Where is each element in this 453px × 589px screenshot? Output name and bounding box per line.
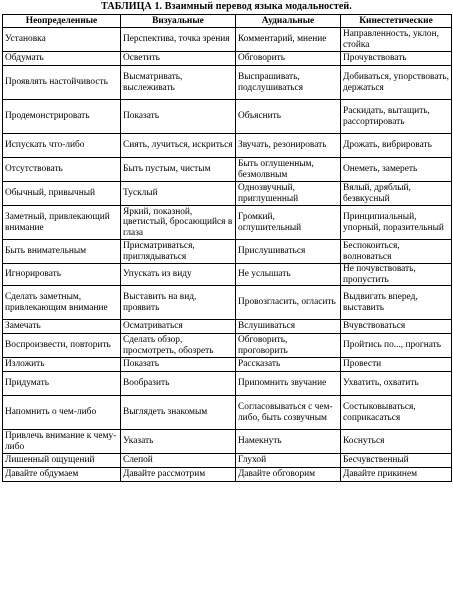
- table-cell: Обдумать: [3, 52, 121, 66]
- table-cell: Осматриваться: [121, 320, 236, 334]
- table-cell: Выдвигать вперед, выставить: [341, 286, 452, 320]
- table-cell: Добиваться, упорствовать, держаться: [341, 66, 452, 100]
- table-cell: Вообразить: [121, 372, 236, 396]
- table-row: [3, 206, 452, 240]
- table-cell: Указать: [121, 430, 236, 454]
- table-row: [3, 240, 452, 264]
- table-cell: Присматриваться, приглядываться: [121, 240, 236, 264]
- table-row: [3, 158, 452, 182]
- header-cell: Визуальные: [121, 15, 236, 28]
- table-cell: Согласовываться с чем-либо, быть созвучным: [236, 396, 341, 430]
- table-cell: Не почувствовать, пропустить: [341, 264, 452, 286]
- table-cell: Лишенный ощущений: [3, 454, 121, 468]
- table-row: [3, 430, 452, 454]
- table-cell: Вялый, дряблый, безвкусный: [341, 182, 452, 206]
- table-cell: Комментарий, мнение: [236, 28, 341, 52]
- table-cell: Отсутствовать: [3, 158, 121, 182]
- table-row: [3, 100, 452, 134]
- header-row: [3, 15, 452, 28]
- header-cell: Кинестетические: [341, 15, 452, 28]
- table-row: [3, 334, 452, 358]
- table-cell: Прислушиваться: [236, 240, 341, 264]
- table-row: [3, 320, 452, 334]
- table-cell: Придумать: [3, 372, 121, 396]
- table-cell: Замечать: [3, 320, 121, 334]
- header-cell: Аудиальные: [236, 15, 341, 28]
- table-cell: Игнорировать: [3, 264, 121, 286]
- table-cell: Установка: [3, 28, 121, 52]
- table-row: [3, 454, 452, 468]
- table-cell: Провести: [341, 358, 452, 372]
- table-cell: Рассказать: [236, 358, 341, 372]
- table-cell: Громкий, оглушительный: [236, 206, 341, 240]
- table-cell: Принципиальный, упорный, поразительный: [341, 206, 452, 240]
- table-row: [3, 134, 452, 158]
- table-cell: Коснуться: [341, 430, 452, 454]
- table-cell: Намекнуть: [236, 430, 341, 454]
- table-row: [3, 66, 452, 100]
- table-cell: Звучать, резонировать: [236, 134, 341, 158]
- table-cell: Высматривать, выслеживать: [121, 66, 236, 100]
- table-cell: Яркий, показной, цветистый, бросающийся в глаза: [121, 206, 236, 240]
- table-cell: Направленность, уклон, стойка: [341, 28, 452, 52]
- table-cell: Привлечь внимание к чему-либо: [3, 430, 121, 454]
- table-cell: Тусклый: [121, 182, 236, 206]
- table-row: [3, 286, 452, 320]
- table-cell: Бесчувственный: [341, 454, 452, 468]
- table-row: [3, 264, 452, 286]
- table-cell: Вчувствоваться: [341, 320, 452, 334]
- table-cell: Дрожать, вибрировать: [341, 134, 452, 158]
- table-cell: Испускать что-либо: [3, 134, 121, 158]
- table-cell: Сделать обзор, просмотреть, обозреть: [121, 334, 236, 358]
- modality-table: [2, 14, 452, 482]
- table-cell: Осветить: [121, 52, 236, 66]
- table-title: ТАБЛИЦА 1. Взаимный перевод языка модальностей.: [101, 1, 352, 12]
- table-row: [3, 372, 452, 396]
- table-cell: Однозвучный, приглушенный: [236, 182, 341, 206]
- table-cell: Слепой: [121, 454, 236, 468]
- table-cell: Вслушиваться: [236, 320, 341, 334]
- table-row: [3, 468, 452, 482]
- table-cell: Быть внимательным: [3, 240, 121, 264]
- table-cell: Быть пустым, чистым: [121, 158, 236, 182]
- table-row: [3, 28, 452, 52]
- table-row: [3, 358, 452, 372]
- table-cell: Беспокоиться, волноваться: [341, 240, 452, 264]
- table-cell: Выставить на вид, проявить: [121, 286, 236, 320]
- table-cell: Давайте обговорим: [236, 468, 341, 482]
- table-cell: Давайте прикинем: [341, 468, 452, 482]
- table-row: [3, 52, 452, 66]
- table-cell: Не услышать: [236, 264, 341, 286]
- table-cell: Показать: [121, 358, 236, 372]
- table-cell: Воспроизвести, повторить: [3, 334, 121, 358]
- table-cell: Упускать из виду: [121, 264, 236, 286]
- table-cell: Ухватить, охватить: [341, 372, 452, 396]
- table-cell: Обговорить, проговорить: [236, 334, 341, 358]
- table-cell: Заметный, привлекающий внимание: [3, 206, 121, 240]
- table-cell: Напомнить о чем-либо: [3, 396, 121, 430]
- table-cell: Продемонстрировать: [3, 100, 121, 134]
- table-cell: Обычный, привычный: [3, 182, 121, 206]
- table-cell: Перспектива, точка зрения: [121, 28, 236, 52]
- table-cell: Провозгласить, огласить: [236, 286, 341, 320]
- table-cell: Объяснить: [236, 100, 341, 134]
- table-cell: Сделать заметным, привлекающим внимание: [3, 286, 121, 320]
- table-cell: Быть оглушенным, безмолвным: [236, 158, 341, 182]
- table-cell: Пройтись по..., прогнать: [341, 334, 452, 358]
- table-cell: Состыковываться, соприкасаться: [341, 396, 452, 430]
- table-cell: Проявлять настойчивость: [3, 66, 121, 100]
- table-row: [3, 396, 452, 430]
- header-cell: Неопределенные: [3, 15, 121, 28]
- table-cell: Показать: [121, 100, 236, 134]
- table-cell: Обговорить: [236, 52, 341, 66]
- table-cell: Давайте рассмотрим: [121, 468, 236, 482]
- table-cell: Глухой: [236, 454, 341, 468]
- table-body: [3, 28, 452, 482]
- table-cell: Выспрашивать, подслушиваться: [236, 66, 341, 100]
- table-cell: Сиять, лучиться, искриться: [121, 134, 236, 158]
- table-cell: Онеметь, замереть: [341, 158, 452, 182]
- table-row: [3, 182, 452, 206]
- table-cell: Раскидать, вытащить, рассортировать: [341, 100, 452, 134]
- table-cell: Давайте обдумаем: [3, 468, 121, 482]
- table-cell: Изложить: [3, 358, 121, 372]
- table-cell: Выглядеть знакомым: [121, 396, 236, 430]
- table-cell: Прочувствовать: [341, 52, 452, 66]
- table-cell: Припомнить звучание: [236, 372, 341, 396]
